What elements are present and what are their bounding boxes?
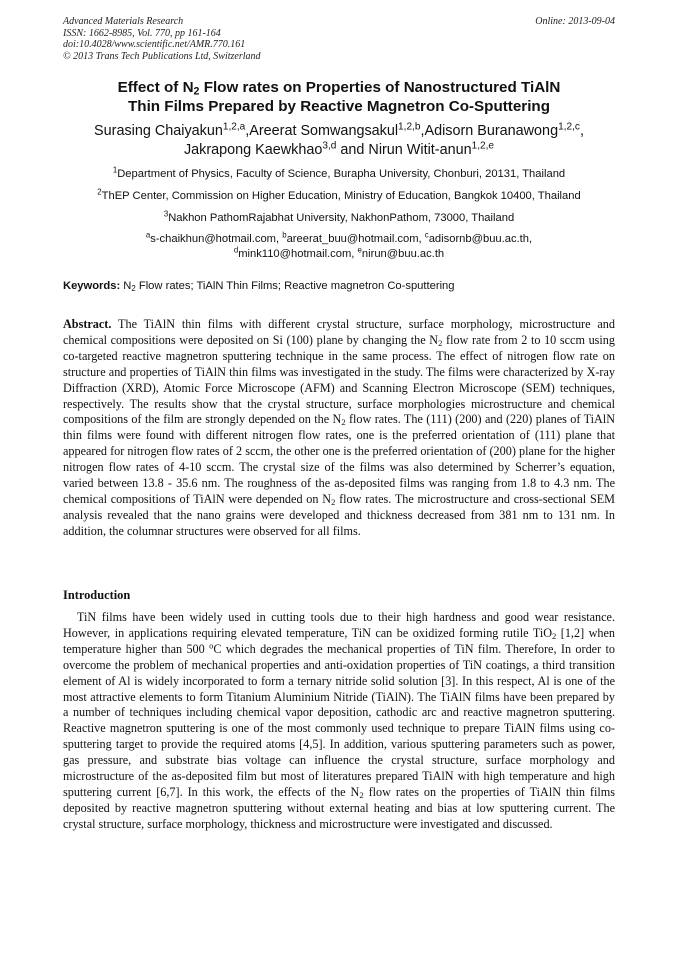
email-text: s-chaikhun@hotmail.com, <box>150 233 283 245</box>
abstract-subscript: 2 <box>331 497 336 508</box>
author <box>249 123 424 139</box>
author <box>424 123 583 139</box>
keywords-label: Keywords: <box>63 280 121 292</box>
copyright-line: © 2013 Trans Tech Publications Ltd, Switzerland <box>63 50 261 62</box>
email-text: mink110@hotmail.com, <box>238 248 358 260</box>
author-name: Surasing Chaiyakun <box>94 123 223 139</box>
email-sup: d <box>233 245 239 255</box>
email-sup: b <box>282 230 287 240</box>
author-sep: and <box>336 142 369 158</box>
author-name: Nirun Witit-anun <box>368 142 472 158</box>
intro-text: TiN films have been widely used in cutting tools due to their high hardness and good wear resistance. However, in applications requiring elevated temperature, TiN can be oxidized forming rutile TiO <box>63 610 615 640</box>
intro-superscript: o <box>209 640 214 651</box>
author-affil-sup: 1,2,c <box>558 121 580 133</box>
title-line-1 <box>40 78 638 97</box>
doi-line: doi:10.4028/www.scientific.net/AMR.770.161 <box>63 39 246 50</box>
author <box>368 142 494 158</box>
affiliation-sup: 1 <box>112 165 118 175</box>
author-affil-sup: 1,2,e <box>471 140 495 152</box>
abstract-text: flow rates. The (111) (200) and (220) planes of TiAlN thin films were found with different nitrogen flow rates, one is the preferred orientation of (111) plane that appeared for nitrogen flow rates of 2 sccm, the other one is the preferred orientation of (200) plane for the higher nitrogen flow rates of 4-10 sccm. The crystal size of the films was also determined by Scherrer’s equation, varied between 13.8 - 35.6 nm. The roughness of the as-deposited films was ranging from 1.8 to 4.3 nm. The chemical compositions of TiAlN were depended on N <box>63 412 615 506</box>
title-text: Effect of N <box>117 79 194 96</box>
abstract <box>63 317 615 540</box>
author <box>94 123 249 139</box>
keywords-text: Flow rates; TiAlN Thin Films; Reactive magnetron Co-sputtering <box>135 280 455 292</box>
intro-subscript: 2 <box>552 631 557 642</box>
affiliation <box>20 167 658 181</box>
email-line <box>40 232 638 247</box>
intro-text: [1,2] when temperature higher than 500 <box>63 625 615 656</box>
author-list <box>30 122 648 160</box>
journal-header <box>63 16 615 62</box>
keywords <box>63 280 615 292</box>
email-sup: c <box>424 230 429 240</box>
introduction-paragraph <box>63 610 615 833</box>
author-name: Areerat Somwangsakul <box>249 123 399 139</box>
abstract-subscript: 2 <box>438 338 443 349</box>
email-line <box>40 247 638 262</box>
intro-text: flow rates on the properties of TiAlN thin films deposited by reactive magnetron sputtering without external heating and bias at low sputtering current. The crystal structure, surface morphology, thickness and microstructure were investigated and discussed. <box>63 784 615 831</box>
author-sep: , <box>245 123 250 139</box>
abstract-text: flow rates. The microstructure and cross-sectional SEM analysis revealed that the nano grains were developed and thickness decreased from 381 nm to 131 nm. In addition, the columnar structures were observed for all films. <box>63 491 615 538</box>
affiliation-text: ThEP Center, Commission on Higher Education, Ministry of Education, Bangkok 10400, Thailand <box>101 190 581 202</box>
email-text: nirun@buu.ac.th <box>361 248 445 260</box>
author-name: Jakrapong Kaewkhao <box>183 142 323 158</box>
intro-text: C which degrades the mechanical properties of TiN film. Therefore, In order to overcome the problem of mechanical properties and anti-oxidation properties of TiN coatings, a third transition element of Al is widely incorporated to form a ternary nitride solid solution [3]. In this respect, Al is one of the most attractive elements to form Titanium Aluminium Nitride (TiAlN). The TiAlN films have been prepared by a number of techniques including chemical vapor deposition, cathodic arc and reactive magnetron sputtering. Reactive magnetron sputtering is one of the most commonly used technique to prepare TiAlN films using co-sputtering target to provide the required atoms [4,5]. In addition, various sputtering parameters such as power, gas pressure, and substrate bias voltage can influence the crystal structure, surface morphology and microstructure of the as-deposited film but most of literatures prepared TiAlN with high temperature and high sputtering current [6,7]. In this work, the effects of the N <box>63 641 615 799</box>
title-line-2: Thin Films Prepared by Reactive Magnetron Co-Sputtering <box>128 98 550 115</box>
affiliation <box>20 189 658 203</box>
online-date: Online: 2013-09-04 <box>535 16 615 27</box>
email-text: areerat_buu@hotmail.com, <box>286 233 425 245</box>
journal-name: Advanced Materials Research <box>63 16 184 27</box>
issn-line: ISSN: 1662-8985, Vol. 770, pp 161-164 <box>63 27 221 39</box>
email-sup: a <box>145 230 151 240</box>
section-heading-introduction: Introduction <box>63 588 131 602</box>
email-sup: e <box>357 245 362 255</box>
keywords-text: N <box>120 280 132 292</box>
affiliation <box>20 211 658 225</box>
keywords-subscript: 2 <box>131 283 136 293</box>
author-sep: , <box>420 123 425 139</box>
title-subscript: 2 <box>193 85 200 98</box>
author-affil-sup: 1,2,a <box>222 121 246 133</box>
abstract-text: flow rate from 2 to 10 sccm using co-targeted reactive magnetron sputtering technique in the same process. The effect of nitrogen flow rate on structure and properties of TiAlN thin films was investigated in the study. The films were characterized by X-ray Diffraction (XRD), Atomic Force Microscope (AFM) and Scanning Electron Microscope (SEM) techniques, respectively. The results show that the crystal structure, surface morphologies microstructure and chemical compositions of the film are strongly depended on the N <box>63 332 615 427</box>
affiliation-sup: 2 <box>97 187 102 197</box>
affiliation-text: Department of Physics, Faculty of Science, Burapha University, Chonburi, 20131, Thailand <box>117 168 566 180</box>
email-text: adisornb@buu.ac.th, <box>428 233 533 245</box>
author-sep: , <box>579 123 584 139</box>
paper-title <box>40 78 638 116</box>
intro-subscript: 2 <box>359 790 364 801</box>
abstract-text: The TiAlN thin films with different crystal structure, surface morphology, microstructure and chemical compositions were deposited on Si (100) plane by changing the N <box>63 317 615 347</box>
title-text: Flow rates on Properties of Nanostructured TiAlN <box>199 79 561 96</box>
author-affil-sup: 1,2,b <box>398 121 421 133</box>
abstract-label: Abstract. <box>63 317 112 331</box>
email-list <box>40 232 638 262</box>
affiliation-sup: 3 <box>163 209 169 219</box>
author-name: Adisorn Buranawong <box>424 123 559 139</box>
author-affil-sup: 3,d <box>322 140 337 152</box>
abstract-subscript: 2 <box>341 417 346 428</box>
author <box>184 142 368 158</box>
affiliation-text: Nakhon PathomRajabhat University, NakhonPathom, 73000, Thailand <box>168 212 515 224</box>
